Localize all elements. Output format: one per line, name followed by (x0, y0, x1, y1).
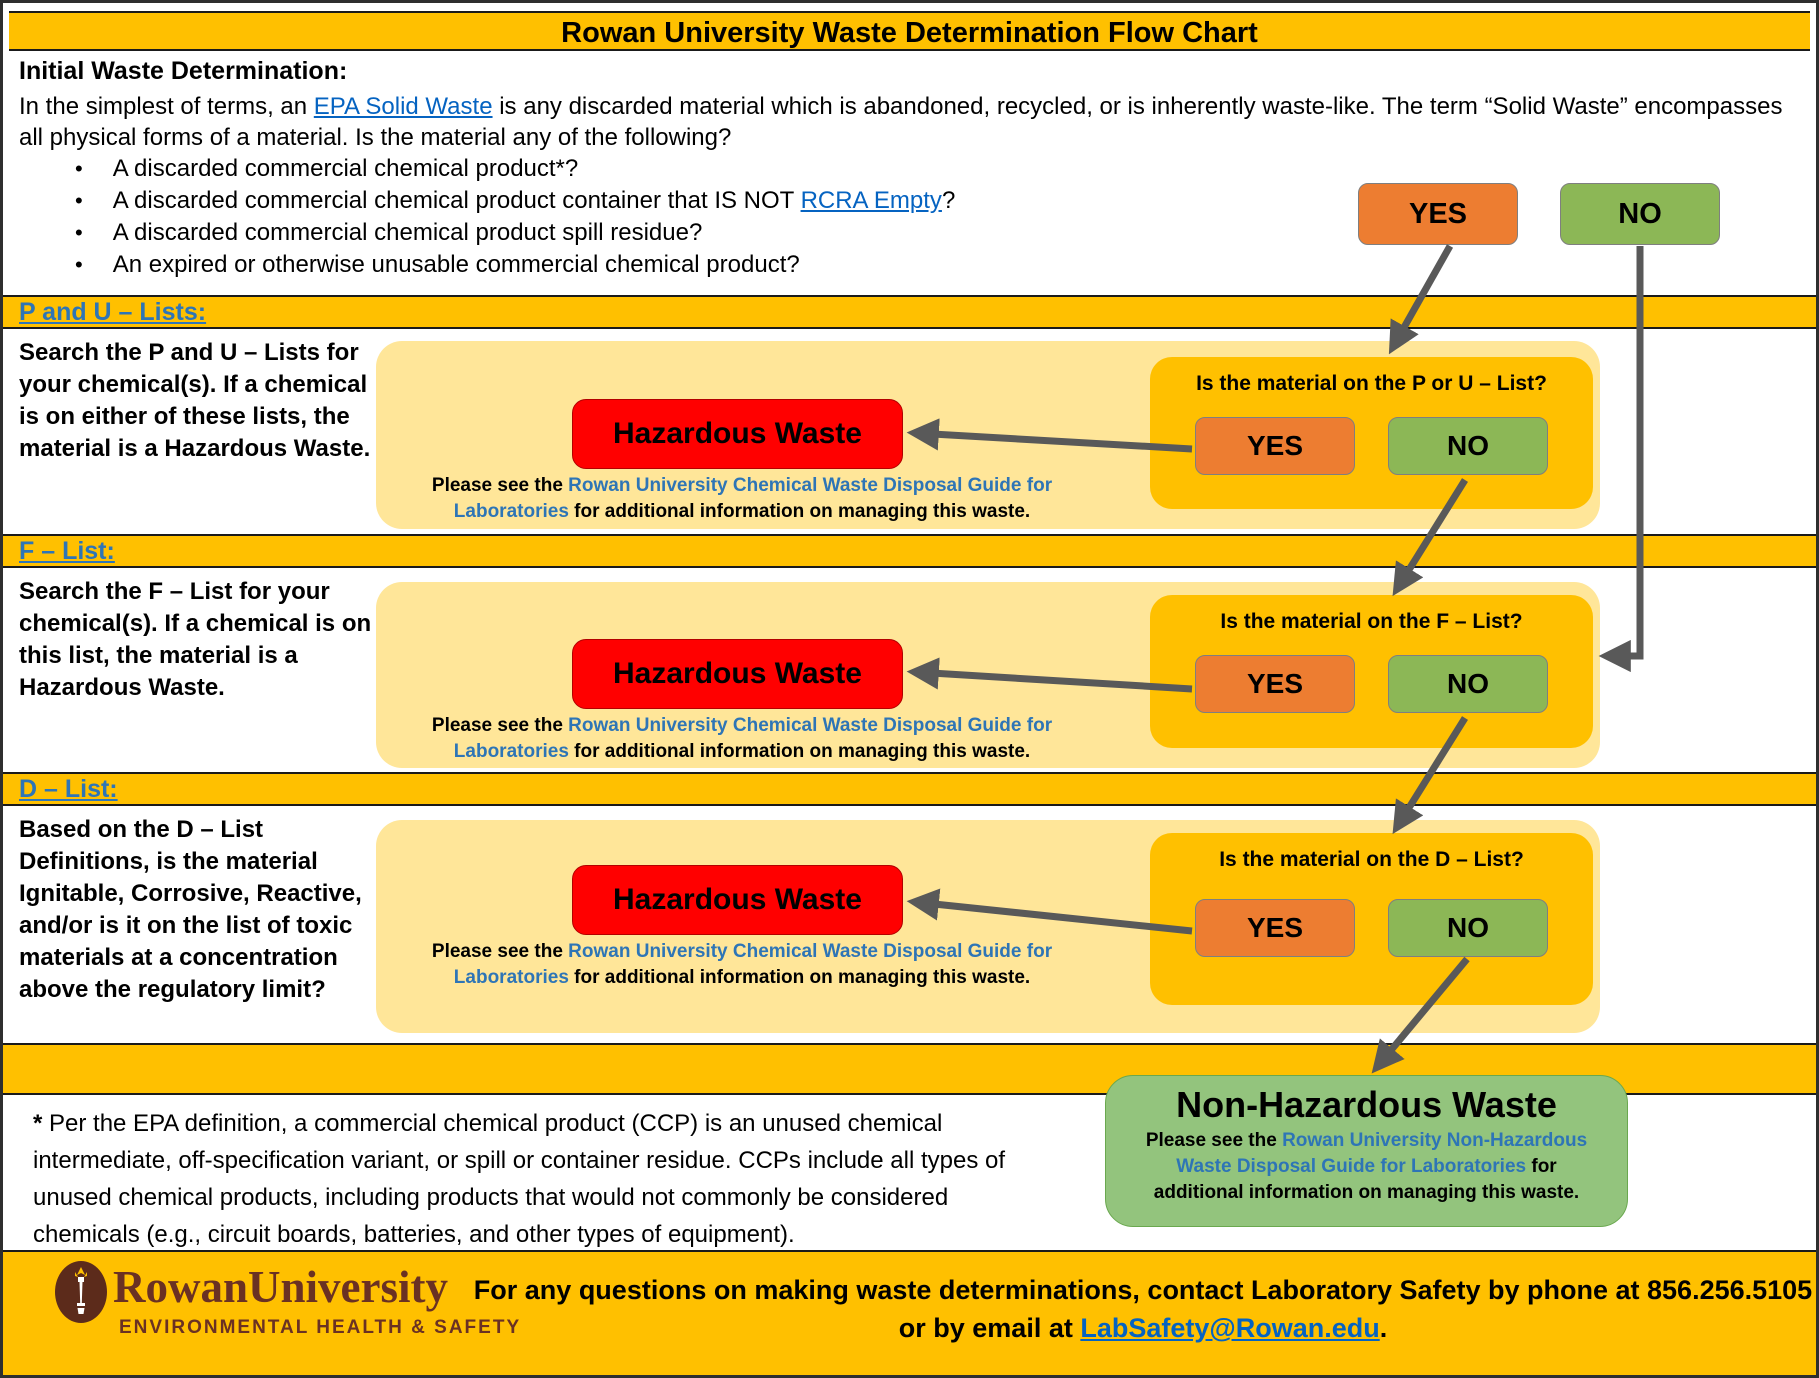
bullet-text (113, 185, 956, 217)
section-left-text-p-u: Search the P and U – Lists for your chemical(s). If a chemical is on either of these lists, the material is a Hazardous Waste. (19, 339, 371, 462)
rowan-university-wordmark: RowanUniversity (113, 1262, 448, 1312)
non-hazardous-title: Non-Hazardous Waste (1176, 1084, 1557, 1125)
chemical-waste-guide-link[interactable]: Rowan University Chemical Waste Disposal Guide for Laboratories (453, 941, 1053, 988)
hazardous-waste-node-d: Hazardous Waste (572, 865, 903, 935)
non-hazardous-guide-link[interactable]: Rowan University Non-Hazardous Waste Disposal Guide for Laboratories (1176, 1130, 1588, 1177)
yes-node-f: YES (1195, 655, 1355, 713)
caption-pre: Please see the (431, 941, 569, 962)
bullet-item (75, 185, 1575, 217)
section-left-text-d: Based on the D – List Definitions, is the material Ignitable, Corrosive, Reactive, and/or is it on the list of toxic materials at a concentration above the regulatory limit? (19, 816, 362, 1003)
caption-post: for additional information on managing this waste. (568, 501, 1031, 522)
footnote-text: Per the EPA definition, a commercial chemical product (CCP) is an unused chemical intermediate, off-specification variant, or spill or container residue. CCPs include all types of unused chemical products, including products that would not commonly be considered chemicals (e.g., circuit boards, batteries, and other types of equipment). (33, 1110, 1006, 1248)
disposal-guide-caption-d (412, 939, 1072, 991)
caption-pre: Please see the (431, 475, 569, 496)
section-bar-d-list (3, 772, 1816, 806)
caption-post: for additional information on managing this waste. (1153, 1156, 1580, 1203)
no-node-d: NO (1388, 899, 1548, 957)
question-text-d: Is the material on the D – List? (1219, 848, 1524, 871)
bullet-item (75, 153, 1575, 185)
question-text-p-u: Is the material on the P or U – List? (1196, 372, 1547, 395)
epa-solid-waste-link[interactable]: EPA Solid Waste (313, 93, 493, 120)
contact-pre: For any questions on making waste determinations, contact Laboratory Safety by phone at 856.256.5105 or by email at (473, 1275, 1813, 1343)
chemical-waste-guide-link[interactable]: Rowan University Chemical Waste Disposal Guide for Laboratories (453, 475, 1053, 522)
caption-pre: Please see the (431, 715, 569, 736)
section-header-p-u-lists: P and U – Lists: (19, 298, 207, 326)
non-hazardous-caption (1132, 1128, 1602, 1206)
bullet-text: • A discarded commercial chemical product*? (112, 155, 579, 182)
bullet-text-pre: A discarded commercial chemical product container that IS NOT (112, 187, 801, 214)
question-text-f: Is the material on the F – List? (1220, 610, 1523, 633)
hazardous-waste-node-f: Hazardous Waste (572, 639, 903, 709)
bullet-text: • A discarded commercial chemical product spill residue? (112, 219, 703, 246)
caption-post: for additional information on managing this waste. (568, 741, 1031, 762)
non-hazardous-waste-node (1105, 1075, 1628, 1227)
ehs-subtitle: ENVIRONMENTAL HEALTH & SAFETY (119, 1317, 522, 1338)
rcra-empty-link[interactable]: RCRA Empty (800, 187, 942, 214)
yes-node-p-u: YES (1195, 417, 1355, 475)
disposal-guide-caption-f (412, 713, 1072, 765)
chemical-waste-guide-link[interactable]: Rowan University Chemical Waste Disposal Guide for Laboratories (453, 715, 1053, 762)
caption-pre: Please see the (1145, 1130, 1283, 1151)
bullet-text: • An expired or otherwise unusable commercial chemical product? (112, 251, 800, 278)
labsafety-email-link[interactable]: LabSafety@Rowan.edu (1080, 1313, 1380, 1343)
top-no-node: NO (1560, 183, 1720, 245)
bullet-item (75, 217, 1575, 249)
yes-node-d: YES (1195, 899, 1355, 957)
disposal-guide-caption-p-u (412, 473, 1072, 525)
footer-contact-text (473, 1271, 1813, 1347)
no-node-p-u: NO (1388, 417, 1548, 475)
bullet-text-post: ? (941, 187, 956, 214)
caption-post: for additional information on managing this waste. (568, 967, 1031, 988)
bullet-item (75, 249, 1575, 281)
footnote-asterisk: * (33, 1110, 43, 1137)
page-title: Rowan University Waste Determination Flow Chart (9, 11, 1810, 51)
top-yes-node: YES (1358, 183, 1518, 245)
intro-bullet-list (75, 153, 1575, 281)
intro-text-post: is any discarded material which is abandoned, recycled, or is inherently waste-like. The term “Solid Waste” encompasses all physical forms of a material. Is the material any of the following? (19, 93, 1783, 151)
rowan-torch-logo-icon (53, 1259, 109, 1325)
section-bar-f-list (3, 534, 1816, 568)
intro-text-pre: In the simplest of terms, an (19, 93, 314, 120)
ccp-footnote (33, 1105, 1025, 1253)
no-node-f: NO (1388, 655, 1548, 713)
intro-heading: Initial Waste Determination: (19, 57, 348, 85)
hazardous-waste-node-p-u: Hazardous Waste (572, 399, 903, 469)
section-bar-p-u-lists (3, 295, 1816, 329)
contact-post: . (1379, 1313, 1388, 1343)
section-header-d-list: D – List: (19, 775, 118, 803)
intro-paragraph (19, 91, 1803, 153)
section-left-text-f: Search the F – List for your chemical(s). If a chemical is on this list, the material is a Hazardous Waste. (19, 578, 372, 701)
section-header-f-list: F – List: (19, 537, 115, 565)
